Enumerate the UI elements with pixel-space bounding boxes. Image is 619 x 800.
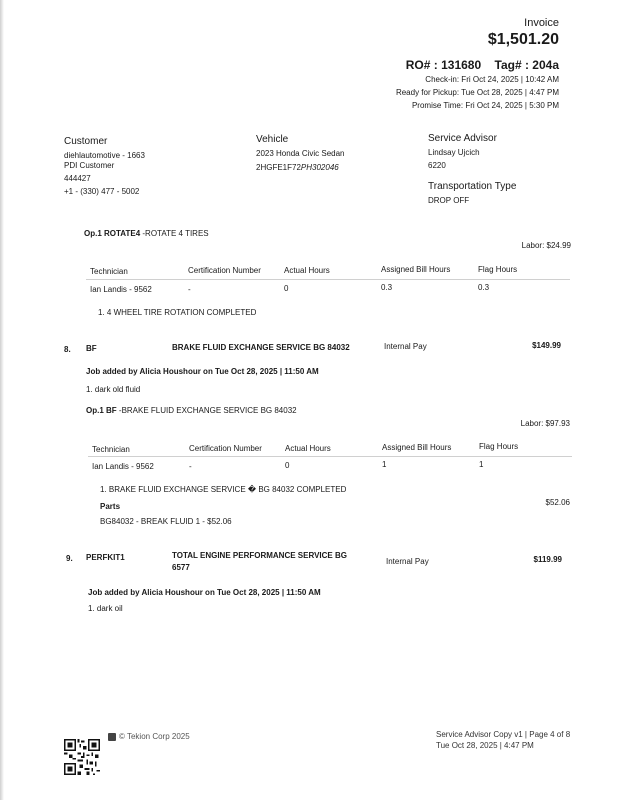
- job8-parts-heading: Parts: [100, 502, 121, 511]
- job7-labor: Labor: $24.99: [521, 241, 571, 250]
- job9-amount: $119.99: [533, 555, 562, 564]
- job7-th-technician: Technician: [90, 267, 128, 276]
- job7-th-flag: Flag Hours: [478, 265, 518, 274]
- advisor-name: Lindsay Ujcich: [428, 148, 480, 157]
- customer-name: diehlautomotive - 1663: [64, 151, 145, 160]
- job7-completion-note: 1. 4 WHEEL TIRE ROTATION COMPLETED: [98, 308, 257, 317]
- job8-title: BRAKE FLUID EXCHANGE SERVICE BG 84032: [172, 343, 350, 352]
- customer-type: PDI Customer: [64, 161, 115, 170]
- job7-td-technician: Ian Landis - 9562: [90, 285, 152, 294]
- advisor-heading: Service Advisor: [428, 133, 497, 144]
- vehicle-heading: Vehicle: [256, 134, 289, 145]
- job8-th-cert: Certification Number: [189, 444, 262, 453]
- job7-op-line: [84, 229, 209, 238]
- job8-completion-note: 1. BRAKE FLUID EXCHANGE SERVICE � BG 84032 COMPLETED: [100, 485, 347, 494]
- job8-td-actual: 0: [285, 461, 290, 470]
- job8-op-desc: -BRAKE FLUID EXCHANGE SERVICE BG 84032: [118, 406, 297, 415]
- copyright: © Tekion Corp 2025: [119, 732, 190, 741]
- vehicle-model: 2023 Honda Civic Sedan: [256, 149, 345, 158]
- job8-th-actual: Actual Hours: [285, 444, 331, 453]
- vin-suffix: PH302046: [300, 163, 339, 172]
- job7-table-rule: [86, 279, 570, 280]
- tag-value: 204a: [532, 58, 559, 72]
- vin-prefix: 2HGFE1F72: [256, 163, 301, 172]
- job8-number: 8.: [64, 345, 71, 354]
- job7-th-cert: Certification Number: [188, 266, 261, 275]
- invoice-title: Invoice: [524, 17, 559, 29]
- tekion-logo-icon: [108, 733, 116, 741]
- job7-th-assigned: Assigned Bill Hours: [381, 265, 451, 274]
- job8-table-rule: [88, 456, 572, 457]
- job8-added-by: Job added by Alicia Houshour on Tue Oct 28, 2025 | 11:50 AM: [86, 367, 319, 376]
- job8-labor: Labor: $97.93: [520, 419, 570, 428]
- job8-op-code: Op.1 BF: [86, 406, 117, 415]
- job8-pay-type: Internal Pay: [384, 342, 427, 351]
- job9-code: PERFKIT1: [86, 553, 125, 562]
- job8-th-assigned: Assigned Bill Hours: [382, 443, 452, 452]
- ro-tag-line: [406, 58, 559, 72]
- customer-phone: +1 - (330) 477 - 5002: [64, 187, 140, 196]
- customer-heading: Customer: [64, 136, 108, 147]
- footer-timestamp: Tue Oct 28, 2025 | 4:47 PM: [436, 741, 534, 750]
- tag-label: Tag# :: [494, 58, 529, 72]
- job9-added-by: Job added by Alicia Houshour on Tue Oct 28, 2025 | 11:50 AM: [88, 588, 321, 597]
- job8-parts-line: BG84032 - BREAK FLUID 1 - $52.06: [100, 517, 232, 526]
- ro-label: RO# :: [405, 58, 438, 72]
- job8-op-line: [86, 406, 297, 415]
- job9-title-line1: TOTAL ENGINE PERFORMANCE SERVICE BG: [172, 551, 347, 560]
- job8-concern: 1. dark old fluid: [86, 385, 141, 394]
- copy-info: Service Advisor Copy v1 | Page 4 of 8: [436, 730, 571, 739]
- transport-value: DROP OFF: [428, 196, 470, 205]
- ro-value: 131680: [441, 58, 482, 72]
- job9-number: 9.: [66, 554, 73, 563]
- job8-amount: $149.99: [532, 341, 561, 350]
- vehicle-vin: [256, 163, 339, 172]
- advisor-id: 6220: [428, 161, 446, 170]
- invoice-total: $1,501.20: [487, 31, 559, 48]
- job7-td-assigned: 0.3: [381, 283, 393, 292]
- transport-heading: Transportation Type: [428, 181, 517, 192]
- job8-td-flag: 1: [479, 460, 484, 469]
- job9-concern: 1. dark oil: [88, 604, 123, 613]
- job8-parts-amount: $52.06: [545, 498, 570, 507]
- scan-edge-shadow: [0, 0, 4, 800]
- job7-op-desc: -ROTATE 4 TIRES: [142, 229, 209, 238]
- job7-td-flag: 0.3: [478, 283, 490, 292]
- job7-td-actual: 0: [284, 284, 289, 293]
- job8-td-cert: -: [189, 462, 192, 471]
- job7-td-cert: -: [188, 285, 191, 294]
- job9-pay-type: Internal Pay: [386, 557, 429, 566]
- job8-td-technician: Ian Landis - 9562: [92, 462, 154, 471]
- qr-code-icon: [64, 739, 100, 775]
- job7-th-actual: Actual Hours: [284, 266, 330, 275]
- job8-td-assigned: 1: [382, 460, 387, 469]
- checkin-time: Check-in: Fri Oct 24, 2025 | 10:42 AM: [425, 75, 559, 84]
- job7-op-code: Op.1 ROTATE4: [84, 229, 141, 238]
- job9-title-line2: 6577: [172, 563, 190, 572]
- promise-time: Promise Time: Fri Oct 24, 2025 | 5:30 PM: [411, 101, 559, 110]
- job8-code: BF: [86, 344, 97, 353]
- job8-th-technician: Technician: [92, 445, 130, 454]
- customer-id: 444427: [64, 174, 91, 183]
- ready-time: Ready for Pickup: Tue Oct 28, 2025 | 4:47 PM: [395, 88, 559, 97]
- job8-th-flag: Flag Hours: [479, 442, 519, 451]
